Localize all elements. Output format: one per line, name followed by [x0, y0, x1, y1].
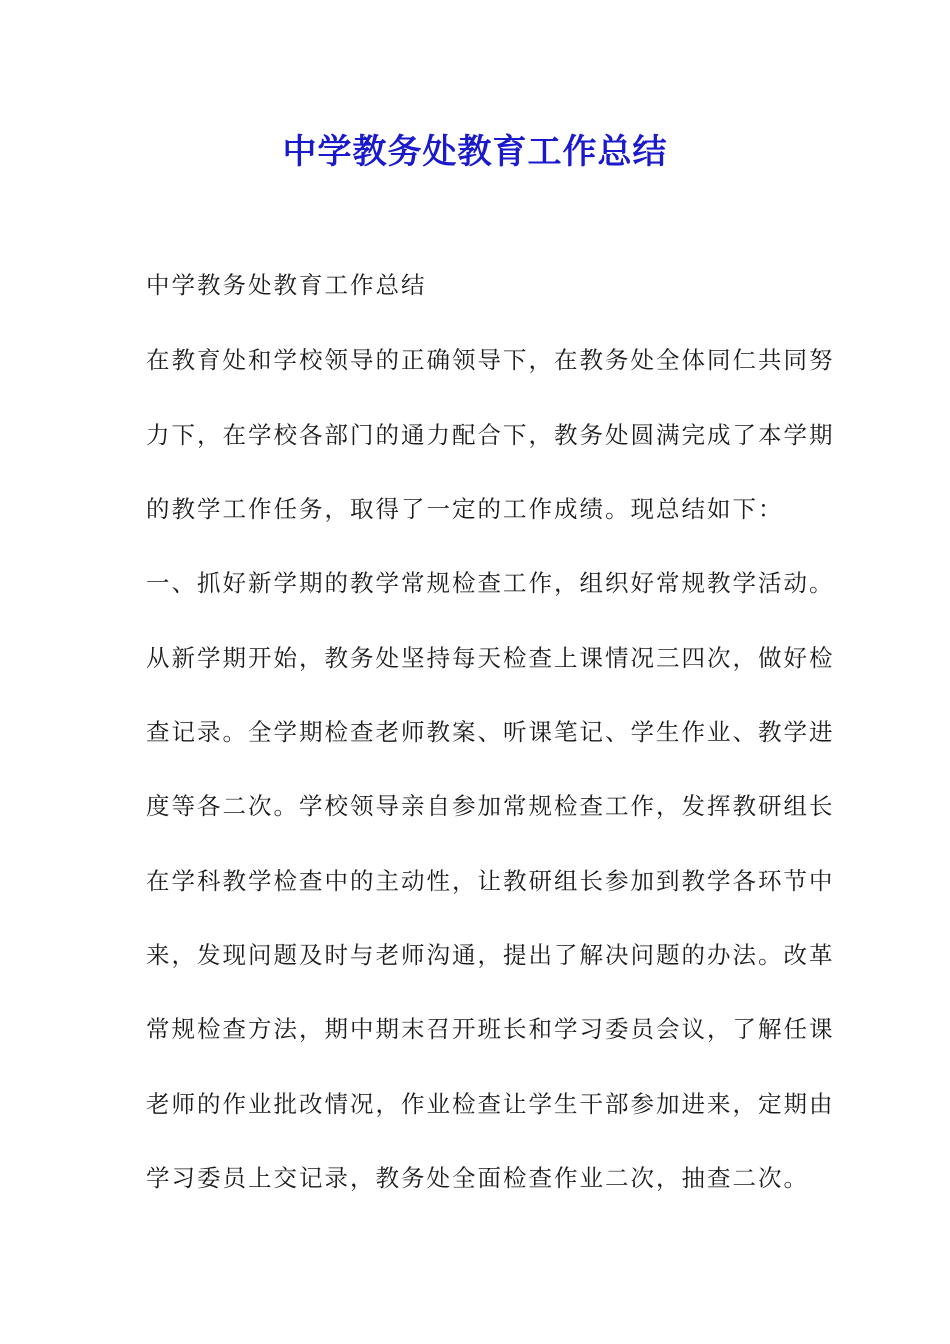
paragraph-line: 力下，在学校各部门的通力配合下，教务处圆满完成了本学期	[146, 421, 835, 449]
paragraph-line: 查记录。全学期检查老师教案、听课笔记、学生作业、教学进	[146, 718, 835, 746]
paragraph-line: 从新学期开始，教务处坚持每天检查上课情况三四次，做好检	[146, 644, 835, 672]
paragraph-line: 在学科教学检查中的主动性，让教研组长参加到教学各环节中	[146, 867, 835, 895]
paragraph-line: 来，发现问题及时与老师沟通，提出了解决问题的办法。改革	[146, 941, 835, 969]
paragraph-line: 度等各二次。学校领导亲自参加常规检查工作，发挥教研组长	[146, 792, 835, 820]
document-title: 中学教务处教育工作总结	[282, 132, 668, 172]
paragraph-line: 老师的作业批改情况，作业检查让学生干部参加进来，定期由	[146, 1090, 835, 1118]
document-subtitle: 中学教务处教育工作总结	[146, 271, 427, 299]
paragraph-line: 学习委员上交记录，教务处全面检查作业二次，抽查二次。	[146, 1164, 809, 1192]
paragraph-line: 常规检查方法，期中期末召开班长和学习委员会议，了解任课	[146, 1015, 835, 1043]
paragraph-line: 在教育处和学校领导的正确领导下，在教务处全体同仁共同努	[146, 346, 835, 374]
section-heading: 一、抓好新学期的教学常规检查工作，组织好常规教学活动。	[146, 569, 835, 597]
paragraph-line: 的教学工作任务，取得了一定的工作成绩。现总结如下：	[146, 495, 784, 523]
